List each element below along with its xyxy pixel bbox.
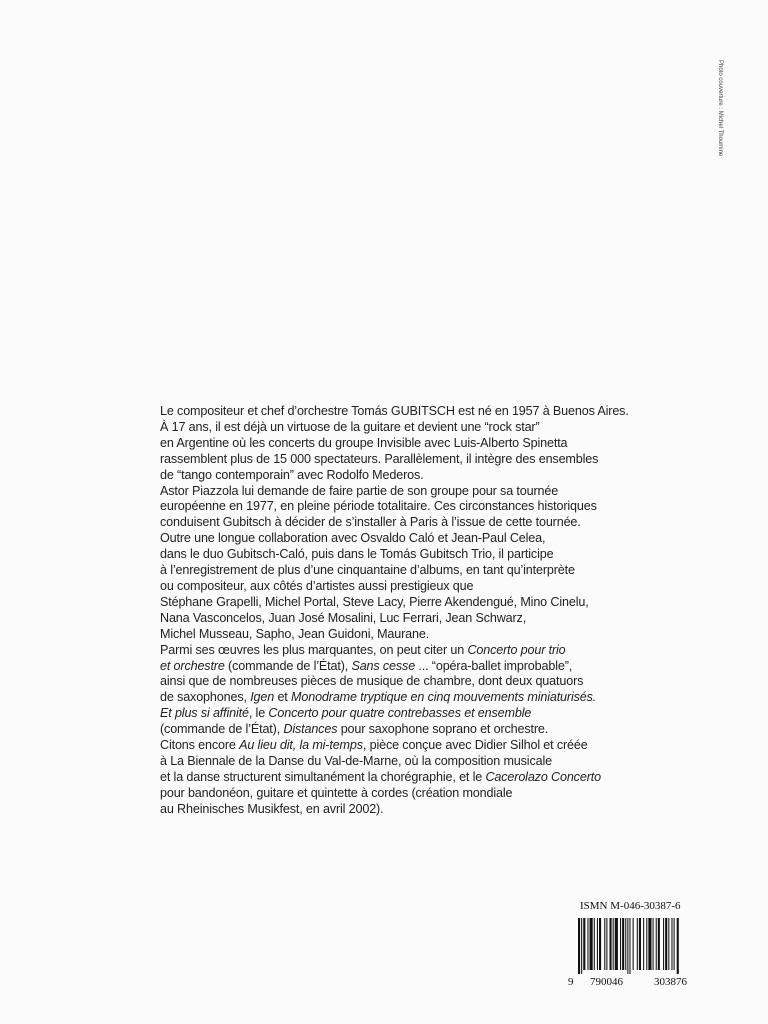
bio-line: [160, 420, 620, 436]
barcode-bar: [625, 918, 626, 970]
barcode-bar: [604, 918, 605, 970]
bio-line: [160, 436, 620, 452]
bio-italic-run: Monodrame tryptique en cinq mouvements miniaturisés.: [291, 690, 597, 705]
bio-text-run: Michel Musseau, Sapho, Jean Guidoni, Maurane.: [160, 626, 430, 641]
bio-text-run: au Rheinisches Musikfest, en avril 2002).: [160, 801, 384, 816]
bio-text-run: Outre une longue collaboration avec Osvaldo Caló et Jean-Paul Celea,: [160, 531, 546, 546]
ismn-code: ISMN M-046-30387-6: [580, 900, 681, 912]
barcode-bar: [637, 918, 638, 970]
bio-line: [160, 754, 620, 770]
barcode-right-digits: 303876: [654, 976, 687, 988]
barcode-bar: [648, 918, 651, 970]
bio-line: [160, 452, 620, 468]
bio-italic-run: Distances: [283, 722, 338, 737]
bio-text-run: pour saxophone soprano et orchestre.: [337, 722, 549, 737]
bio-text-run: de saxophones,: [160, 690, 251, 705]
bio-italic-run: Cacerolazo Concerto: [485, 769, 601, 784]
bio-text-run: dans le duo Gubitsch-Caló, puis dans le Tomás Gubitsch Trio, il participe: [160, 547, 554, 562]
bio-italic-run: Concerto pour quatre contrebasses et ensemble: [268, 706, 532, 721]
barcode-bar: [597, 918, 598, 970]
barcode-bar: [629, 918, 630, 974]
bio-text-run: à l’enregistrement de plus d’une cinquantaine d’albums, en tant qu’interprète: [160, 563, 575, 578]
bio-italic-run: Sans cesse: [351, 658, 416, 673]
barcode-bar: [622, 918, 624, 970]
bio-text-run: Le compositeur et chef d’orchestre Tomás GUBITSCH est né en 1957 à Buenos Aires.: [160, 404, 629, 418]
bio-text-run: de “tango contemporain” avec Rodolfo Mederos.: [160, 467, 424, 482]
bio-text-run: Citons encore: [160, 738, 240, 753]
bio-line: [160, 484, 620, 500]
barcode-bar: [658, 918, 660, 970]
bio-italic-run: Au lieu dit, la mi-temps: [239, 738, 363, 753]
bio-text-run: ... “opéra-ballet improbable”,: [415, 658, 573, 673]
bio-text-run: européenne en 1977, en pleine période totalitaire. Ces circonstances historiques: [160, 499, 597, 514]
barcode-bar: [627, 918, 628, 974]
barcode-bar: [578, 918, 580, 974]
barcode-bar: [656, 918, 657, 970]
bio-line: [160, 706, 620, 722]
bio-line: [160, 674, 620, 690]
barcode-bar: [643, 918, 644, 970]
bio-text-run: ou compositeur, aux côtés d’artistes aussi prestigieux que: [160, 578, 474, 593]
barcode-bar: [583, 918, 585, 970]
barcode-bar: [639, 918, 641, 970]
barcode-bar: [599, 918, 601, 970]
barcode-left-digits: 790046: [590, 976, 623, 988]
bio-line: [160, 627, 620, 643]
bio-line: [160, 579, 620, 595]
bio-line: [160, 722, 620, 738]
bio-text-run: ainsi que de nombreuses pièces de musique de chambre, dont deux quatuors: [160, 674, 584, 689]
bio-line: [160, 563, 620, 579]
barcode-image: [578, 918, 711, 974]
barcode-bar: [620, 918, 621, 970]
bio-text-run: conduisent Gubitsch à décider de s’installer à Paris à l’issue de cette tournée.: [160, 515, 581, 530]
bio-text-run: À 17 ans, il est déjà un virtuose de la guitare et devient une “rock star”: [160, 419, 540, 434]
bio-line: [160, 595, 620, 611]
barcode-bar: [615, 918, 618, 970]
barcode-bar: [581, 918, 582, 974]
bio-line: [160, 786, 620, 802]
biography-text: [160, 404, 629, 818]
bio-italic-run: Et plus si affinité: [160, 706, 249, 721]
bio-italic-run: et orchestre: [160, 658, 225, 673]
bio-text-run: et: [274, 690, 292, 705]
barcode-bar: [677, 918, 679, 974]
bio-text-run: en Argentine où les concerts du groupe Invisible avec Luis-Alberto Spinetta: [160, 435, 568, 450]
bio-line: [160, 404, 629, 420]
barcode-bar: [633, 918, 634, 970]
bio-line: [160, 547, 620, 563]
bio-line: [160, 499, 620, 515]
barcode-bar: [671, 918, 672, 970]
barcode-bar: [668, 918, 669, 970]
barcode-bar: [613, 918, 614, 970]
bio-line: [160, 770, 620, 786]
barcode-bar: [606, 918, 607, 970]
bio-line: [160, 643, 620, 659]
barcode-block: [568, 918, 713, 1004]
bio-text-run: Astor Piazzola lui demande de faire partie de son groupe pour sa tournée: [160, 483, 559, 498]
barcode-bar: [587, 918, 588, 970]
bio-text-run: Parmi ses œuvres les plus marquantes, on peut citer un: [160, 642, 468, 657]
bio-text-run: , pièce conçue avec Didier Silhol et créée: [362, 738, 588, 753]
bio-text-run: et la danse structurent simultanément la chorégraphie, et le: [160, 769, 486, 784]
barcode-first-digit: 9: [568, 976, 574, 988]
barcode-bar: [653, 918, 654, 970]
bio-line: [160, 802, 620, 818]
bio-line: [160, 468, 620, 484]
barcode-bar: [594, 918, 595, 970]
barcode-bar: [663, 918, 664, 970]
bio-text-run: , le: [248, 706, 269, 721]
barcode-bar: [674, 918, 675, 970]
bio-line: [160, 738, 620, 754]
bio-line: [160, 611, 620, 627]
bio-line: [160, 659, 620, 675]
barcode-bar: [610, 918, 612, 970]
photo-credit: Photo couverture : Michel Thoumine: [717, 60, 723, 157]
bio-italic-run: Igen: [250, 690, 275, 705]
bio-text-run: (commande de l’État),: [160, 722, 284, 737]
barcode-bar: [590, 918, 593, 970]
bio-text-run: Nana Vasconcelos, Juan José Mosalini, Luc Ferrari, Jean Schwarz,: [160, 610, 527, 625]
bio-text-run: pour bandonéon, guitare et quintette à cordes (création mondiale: [160, 785, 513, 800]
bio-text-run: à La Biennale de la Danse du Val-de-Marne, où la composition musicale: [160, 753, 552, 768]
barcode-bar: [646, 918, 647, 970]
bio-line: [160, 690, 620, 706]
barcode-bar: [665, 918, 667, 970]
bio-text-run: (commande de l’État),: [224, 658, 352, 673]
bio-text-run: Stéphane Grapelli, Michel Portal, Steve Lacy, Pierre Akendengué, Mino Cinelu,: [160, 594, 589, 609]
bio-italic-run: Concerto pour trio: [467, 642, 566, 657]
bio-line: [160, 531, 620, 547]
bio-text-run: rassemblent plus de 15 000 spectateurs. Parallèlement, il intègre des ensembles: [160, 451, 599, 466]
bio-line: [160, 515, 620, 531]
